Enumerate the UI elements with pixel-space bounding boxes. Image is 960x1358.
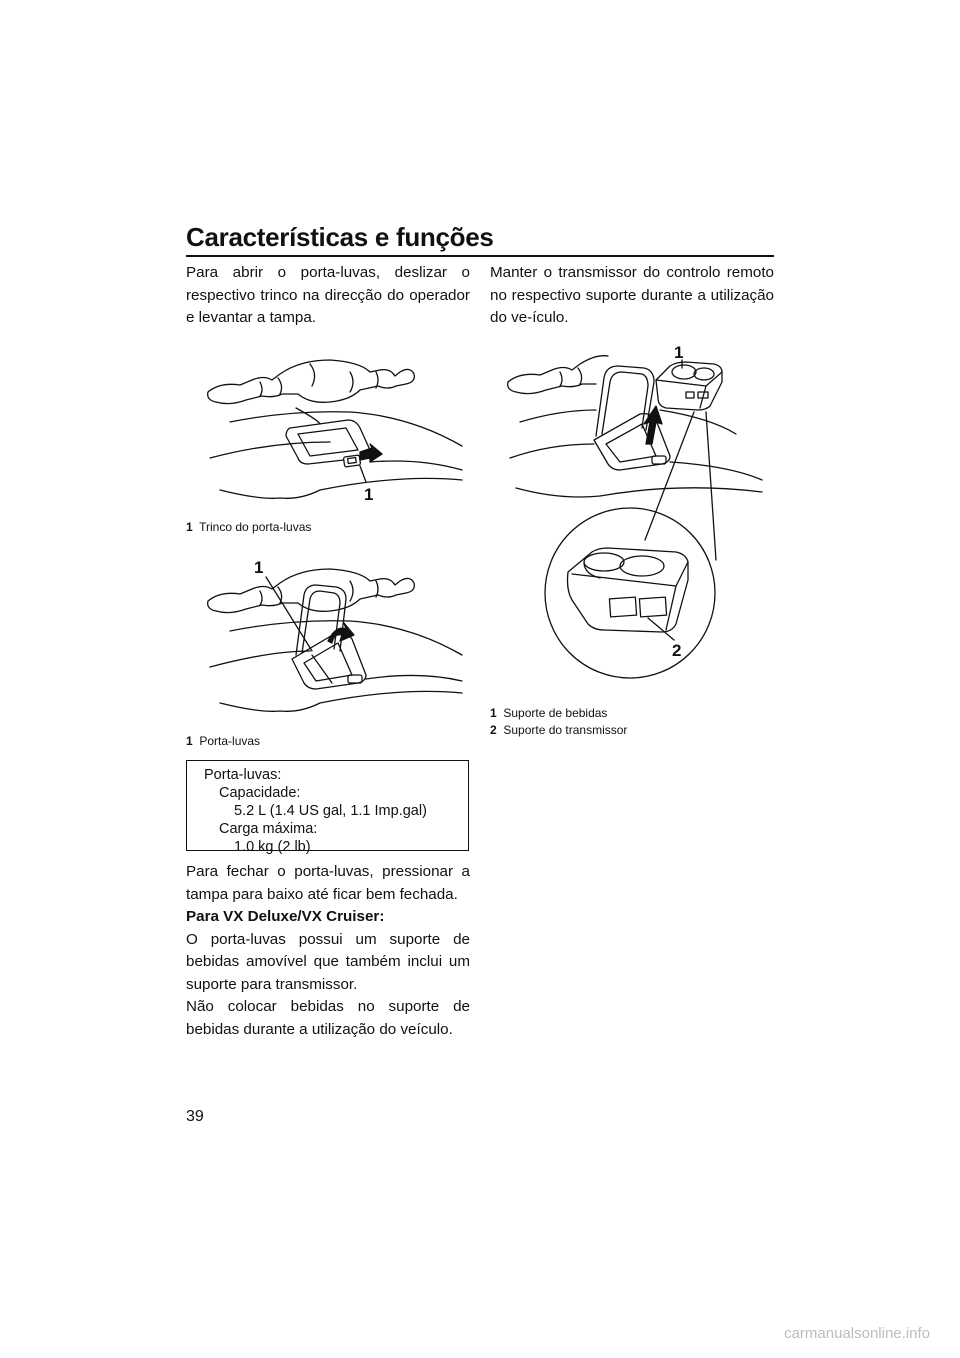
open-instructions: Para abrir o porta-luvas, deslizar o respectivo trinco na direcção do operador e levantar a tampa.: [186, 264, 470, 326]
page-number: 39: [186, 1108, 204, 1125]
figure3-callout-2: 2: [672, 641, 682, 660]
figure3-caption-2-number: 2: [490, 723, 497, 737]
glovebox-latch-illustration: [200, 350, 470, 520]
glovebox-open-illustration: [200, 555, 470, 725]
figure3-caption-1: [490, 705, 627, 722]
spec-capacity-value: 5.2 L (1.4 US gal, 1.1 Imp.gal): [234, 803, 427, 819]
model-description: O porta-luvas possui um suporte de bebidas amovível que também inclui um suporte para transmissor.: [186, 930, 470, 993]
figure3-caption-1-number: 1: [490, 706, 497, 720]
spec-capacity-label: Capacidade:: [219, 785, 301, 801]
figure3-callout-1: 1: [674, 343, 684, 362]
watermark: carmanualsonline.info: [784, 1325, 930, 1342]
figure1-caption-text: Trinco do porta-luvas: [199, 520, 312, 534]
close-instructions: Para fechar o porta-luvas, pressionar a tampa para baixo até ficar bem fechada.: [186, 863, 470, 903]
intro-right: [490, 262, 774, 330]
figure3-captions: [490, 705, 627, 739]
spec-load-label: Carga máxima:: [219, 821, 318, 837]
figure2-caption: [186, 733, 260, 750]
transmitter-instructions: Manter o transmissor do controlo remoto no respectivo suporte durante a utilização do ve-ículo.: [490, 264, 774, 326]
figure2-callout: 1: [254, 558, 264, 577]
figure1-callout: 1: [364, 485, 374, 504]
figure2-caption-text: Porta-luvas: [199, 734, 261, 748]
page-title: Características e funções: [186, 222, 494, 252]
title-rule: [186, 255, 774, 257]
figure3-caption-2-text: Suporte do transmissor: [503, 723, 628, 737]
figure2-caption-number: 1: [186, 734, 193, 748]
spec-heading: Porta-luvas:: [204, 767, 282, 783]
figure1-caption-number: 1: [186, 520, 193, 534]
model-heading: Para VX Deluxe/VX Cruiser:: [186, 908, 385, 925]
intro-left: [186, 262, 470, 330]
spec-box: [186, 760, 469, 855]
figure3-caption-2: [490, 722, 627, 739]
warning-text: Não colocar bebidas no suporte de bebidas durante a utilização do veículo.: [186, 998, 470, 1038]
figure3-caption-1-text: Suporte de bebidas: [503, 706, 608, 720]
figure1-caption: [186, 519, 311, 536]
drink-holder-illustration: [500, 340, 770, 670]
body-left: [186, 861, 470, 1041]
spec-load-value: 1.0 kg (2 lb): [234, 839, 311, 855]
